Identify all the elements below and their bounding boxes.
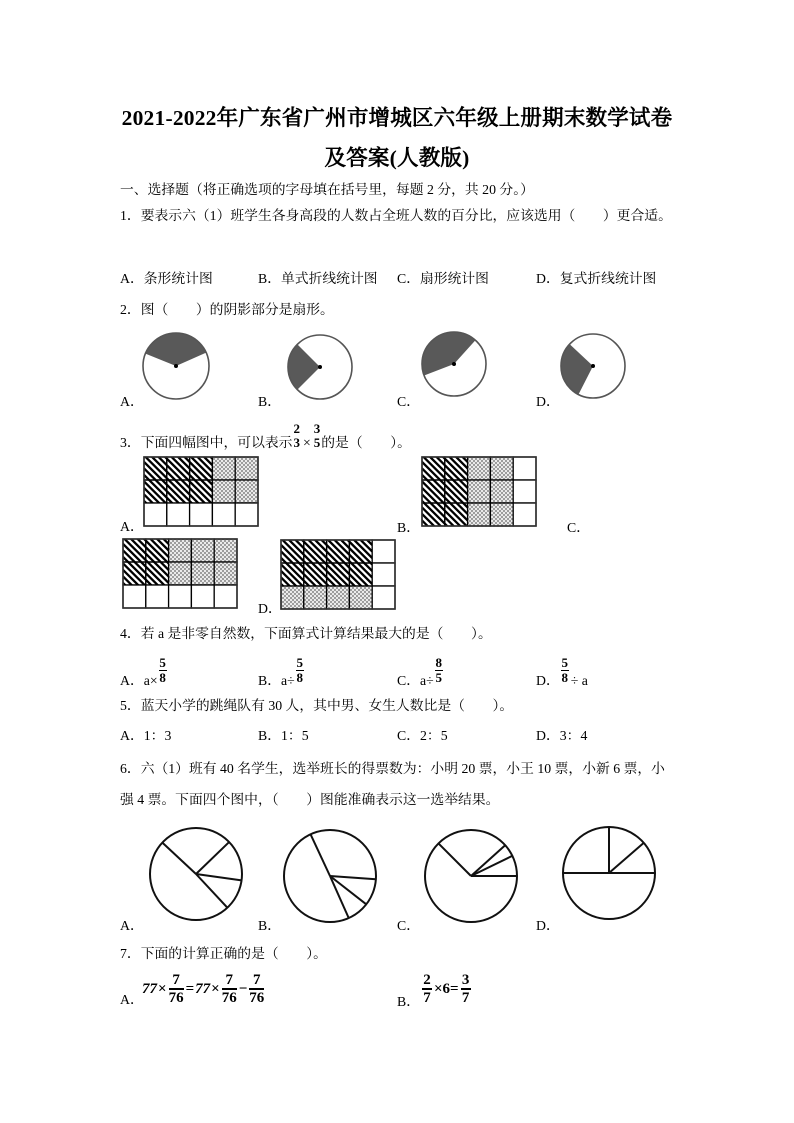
question-5-option-c: C．2：5 <box>397 728 448 743</box>
grid-cell <box>235 503 258 526</box>
grid-cell <box>167 503 190 526</box>
question-6-label-d: D． <box>536 918 560 933</box>
grid-cell <box>190 503 213 526</box>
question-4-stem: 4．若 a 是非零自然数，下面算式计算结果最大的是（ ）。 <box>120 626 492 641</box>
sector-figure-b <box>285 332 355 402</box>
grid-cell <box>327 563 350 586</box>
question-3-stem-prefix: 3．下面四幅图中，可以表示 <box>120 435 293 450</box>
grid-cell <box>490 457 513 480</box>
center-dot <box>318 365 322 369</box>
grid-cell <box>123 562 146 585</box>
grid-cell <box>144 503 167 526</box>
document-title-line1: 2021-2022年广东省广州市增城区六年级上册期末数学试卷 <box>121 106 673 130</box>
grid-cell <box>468 457 491 480</box>
question-3-label-b: B． <box>397 520 420 535</box>
grid-cell <box>327 586 350 609</box>
grid-cell <box>144 480 167 503</box>
grid-cell <box>372 586 395 609</box>
question-6-label-c: C． <box>397 918 420 933</box>
grid-cell <box>468 480 491 503</box>
section-heading: 一、选择题（将正确选项的字母填在括号里，每题 2 分，共 20 分。） <box>120 182 534 197</box>
grid-cell <box>513 480 536 503</box>
grid-cell <box>167 457 190 480</box>
question-3-stem-suffix: 的是（ ）。 <box>321 435 411 450</box>
pie-figure-a <box>146 824 246 924</box>
question-6-stem-line2: 强 4 票。下面四个图中，（ ）图能准确表示这一选举结果。 <box>120 792 500 807</box>
grid-cell <box>304 540 327 563</box>
grid-cell <box>327 540 350 563</box>
numerator: 2 <box>293 421 300 436</box>
grid-cell <box>190 480 213 503</box>
times-operator: × <box>302 435 311 450</box>
option-label: D． <box>536 673 560 688</box>
times-operator: × <box>158 980 167 997</box>
question-5-option-b: B．1：5 <box>258 728 309 743</box>
minus-sign: − <box>238 980 248 997</box>
times-operator: × <box>211 980 220 997</box>
grid-cell <box>422 503 445 526</box>
grid-figure-d <box>280 539 396 610</box>
numerator: 7 <box>172 972 180 989</box>
fraction-two-thirds <box>293 422 300 450</box>
grid-cell <box>214 585 237 608</box>
question-6-label-a: A． <box>120 918 144 933</box>
question-7-stem: 7．下面的计算正确的是（ ）。 <box>120 946 327 961</box>
grid-cell <box>445 480 468 503</box>
numerator: 5 <box>159 654 166 670</box>
grid-cell <box>169 539 192 562</box>
grid-cell <box>349 563 372 586</box>
formula-middle: ×6= <box>434 980 459 997</box>
grid-cell <box>169 585 192 608</box>
option-label: C． <box>397 673 420 688</box>
denominator: 7 <box>461 989 470 1006</box>
denominator: 76 <box>168 989 184 1006</box>
grid-cell <box>191 539 214 562</box>
denominator: 76 <box>249 989 265 1006</box>
option-prefix: a× <box>143 673 158 688</box>
equals-sign: = <box>185 980 195 997</box>
center-dot <box>174 364 178 368</box>
grid-cell <box>490 480 513 503</box>
question-2-stem: 2．图（ ）的阴影部分是扇形。 <box>120 302 334 317</box>
question-6-label-b: B． <box>258 918 281 933</box>
grid-cell <box>281 586 304 609</box>
grid-cell <box>191 562 214 585</box>
question-1-stem: 1．要表示六（1）班学生各身高段的人数占全班人数的百分比，应该选用（ ）更合适。 <box>120 208 672 223</box>
grid-cell <box>490 503 513 526</box>
question-7-label-b: B． <box>397 994 420 1009</box>
question-6-stem-line1: 6．六（1）班有 40 名学生，选举班长的得票数为：小明 20 票，小王 10 票，小新 6 票，小 <box>120 761 665 776</box>
question-7-formula-b <box>421 970 472 1008</box>
numerator: 3 <box>313 421 321 436</box>
pie-figure-b <box>280 826 380 926</box>
grid-cell <box>304 563 327 586</box>
grid-cell <box>146 562 169 585</box>
numerator: 5 <box>296 654 303 670</box>
question-5-option-d: D．3：4 <box>536 728 588 743</box>
numerator: 5 <box>561 654 569 670</box>
formula-term: 77 <box>195 980 211 997</box>
sector-figure-d <box>558 331 628 401</box>
center-dot <box>591 364 595 368</box>
grid-cell <box>169 562 192 585</box>
document-title-line2: 及答案(人教版) <box>324 146 470 170</box>
question-2-label-a: A． <box>120 394 144 409</box>
numerator: 7 <box>225 972 233 989</box>
denominator: 3 <box>293 435 300 450</box>
question-4-option-d <box>536 650 588 690</box>
question-7-label-a: A． <box>120 992 144 1007</box>
grid-cell <box>146 585 169 608</box>
question-4-option-a <box>120 650 169 690</box>
question-5-option-a: A．1：3 <box>120 728 172 743</box>
grid-cell <box>235 480 258 503</box>
grid-cell <box>281 540 304 563</box>
fraction <box>561 656 569 686</box>
grid-cell <box>513 503 536 526</box>
grid-cell <box>422 457 445 480</box>
denominator: 8 <box>561 670 569 685</box>
grid-cell <box>445 457 468 480</box>
grid-cell <box>212 480 235 503</box>
question-3-label-a: A． <box>120 519 144 534</box>
question-7-formula-a <box>142 970 265 1008</box>
center-dot <box>452 362 456 366</box>
grid-cell <box>212 457 235 480</box>
question-2-label-c: C． <box>397 394 420 409</box>
grid-cell <box>144 457 167 480</box>
question-1-option-c: C．扇形统计图 <box>397 271 489 286</box>
question-4-option-b <box>258 650 306 690</box>
fraction-three-fifths <box>314 422 321 450</box>
option-suffix: ÷ a <box>570 673 588 688</box>
grid-cell <box>281 563 304 586</box>
option-label: B． <box>258 673 281 688</box>
formula-term: 77 <box>142 980 157 997</box>
question-3-label-d: D． <box>258 601 282 616</box>
grid-cell <box>349 586 372 609</box>
fraction <box>461 972 471 1006</box>
question-1-option-b: B．单式折线统计图 <box>258 271 378 286</box>
fraction <box>422 972 432 1006</box>
numerator: 8 <box>435 654 442 670</box>
denominator: 7 <box>423 989 431 1006</box>
denominator: 8 <box>296 670 303 685</box>
grid-cell <box>214 539 237 562</box>
denominator: 76 <box>221 989 237 1006</box>
fraction <box>169 972 184 1006</box>
grid-figure-b <box>421 456 537 527</box>
grid-cell <box>445 503 468 526</box>
grid-cell <box>191 585 214 608</box>
question-3-stem <box>120 414 411 452</box>
grid-cell <box>190 457 213 480</box>
question-5-stem: 5．蓝天小学的跳绳队有 30 人，其中男、女生人数比是（ ）。 <box>120 698 514 713</box>
sector-figure-c <box>419 329 489 399</box>
option-prefix: a÷ <box>420 673 434 688</box>
option-label: A． <box>120 673 144 688</box>
fraction <box>296 656 304 686</box>
question-4-option-c <box>397 650 445 690</box>
fraction <box>249 972 264 1006</box>
grid-cell <box>146 539 169 562</box>
denominator: 5 <box>435 670 442 685</box>
fraction <box>159 656 167 686</box>
grid-figure-c <box>122 538 238 609</box>
grid-cell <box>123 585 146 608</box>
numerator: 3 <box>461 972 470 989</box>
grid-cell <box>167 480 190 503</box>
grid-cell <box>468 503 491 526</box>
grid-cell <box>372 563 395 586</box>
question-2-label-b: B． <box>258 394 281 409</box>
question-1-option-d: D．复式折线统计图 <box>536 271 657 286</box>
denominator: 8 <box>159 670 166 685</box>
denominator: 5 <box>313 435 321 450</box>
grid-cell <box>212 503 235 526</box>
fraction <box>222 972 237 1006</box>
grid-cell <box>349 540 372 563</box>
grid-figure-a <box>143 456 259 527</box>
option-prefix: a÷ <box>281 673 295 688</box>
numerator: 2 <box>423 972 431 989</box>
fraction <box>435 656 443 686</box>
grid-cell <box>372 540 395 563</box>
grid-cell <box>123 539 146 562</box>
question-1-option-a: A．条形统计图 <box>120 271 213 286</box>
pie-figure-c <box>421 826 521 926</box>
grid-cell <box>235 457 258 480</box>
question-3-label-c: C． <box>567 520 590 535</box>
grid-cell <box>304 586 327 609</box>
grid-cell <box>214 562 237 585</box>
sector-figure-a <box>141 331 211 401</box>
question-2-label-d: D． <box>536 394 560 409</box>
grid-cell <box>422 480 445 503</box>
pie-figure-d <box>559 823 659 923</box>
numerator: 7 <box>253 972 261 989</box>
grid-cell <box>513 457 536 480</box>
